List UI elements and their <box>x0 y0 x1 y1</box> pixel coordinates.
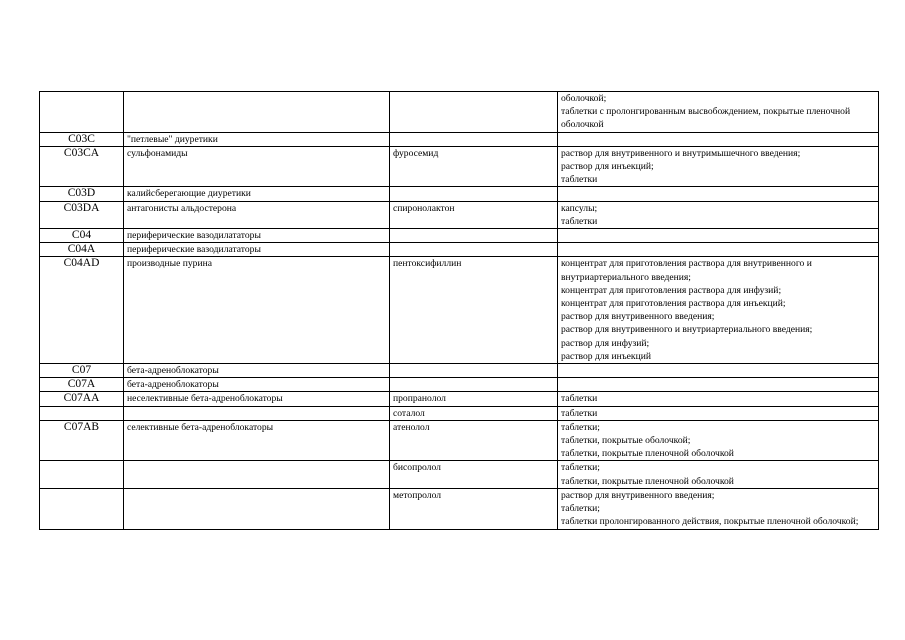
atc-code-cell <box>40 406 124 420</box>
table-row <box>40 488 879 529</box>
table-row <box>40 378 879 392</box>
atc-code-cell: C07A <box>40 378 124 392</box>
group-name-cell: селективные бета-адреноблокаторы <box>124 420 390 461</box>
drug-name-cell: пропранолол <box>390 392 558 406</box>
drug-name-cell <box>390 229 558 243</box>
drug-name-cell <box>390 92 558 133</box>
table-row <box>40 187 879 201</box>
group-name-cell: неселективные бета-адреноблокаторы <box>124 392 390 406</box>
atc-code-cell: C03DA <box>40 201 124 228</box>
drug-name-cell: бисопролол <box>390 461 558 488</box>
group-name-cell <box>124 461 390 488</box>
drug-name-cell <box>390 243 558 257</box>
group-name-cell <box>124 406 390 420</box>
atc-code-cell: C03CA <box>40 146 124 187</box>
atc-code-cell: C03C <box>40 132 124 146</box>
drug-name-cell <box>390 187 558 201</box>
drug-name-cell <box>390 132 558 146</box>
drug-name-cell: соталол <box>390 406 558 420</box>
dosage-forms-cell: таблетки <box>558 392 879 406</box>
table-row <box>40 146 879 187</box>
table-row <box>40 201 879 228</box>
drug-name-cell: атенолол <box>390 420 558 461</box>
group-name-cell <box>124 92 390 133</box>
dosage-forms-cell: раствор для внутривенного введения; таблетки; таблетки пролонгированного действия, покрытые пленочной оболочкой; <box>558 488 879 529</box>
table-row <box>40 257 879 364</box>
dosage-forms-cell <box>558 229 879 243</box>
drug-name-cell: пентоксифиллин <box>390 257 558 364</box>
dosage-forms-cell: таблетки; таблетки, покрытые оболочкой; таблетки, покрытые пленочной оболочкой <box>558 420 879 461</box>
dosage-forms-cell: раствор для внутривенного и внутримышечного введения; раствор для инъекций; таблетки <box>558 146 879 187</box>
dosage-forms-cell <box>558 132 879 146</box>
atc-code-cell: C04AD <box>40 257 124 364</box>
dosage-forms-cell: оболочкой; таблетки с пролонгированным высвобождением, покрытые пленочной оболочкой <box>558 92 879 133</box>
table-row <box>40 392 879 406</box>
atc-code-cell: C07AB <box>40 420 124 461</box>
table-row <box>40 229 879 243</box>
dosage-forms-cell: таблетки <box>558 406 879 420</box>
group-name-cell: сульфонамиды <box>124 146 390 187</box>
group-name-cell: калийсберегающие диуретики <box>124 187 390 201</box>
table-row <box>40 461 879 488</box>
atc-code-cell: C07 <box>40 364 124 378</box>
group-name-cell: бета-адреноблокаторы <box>124 364 390 378</box>
group-name-cell: антагонисты альдостерона <box>124 201 390 228</box>
group-name-cell: производные пурина <box>124 257 390 364</box>
group-name-cell: периферические вазодилататоры <box>124 229 390 243</box>
atc-code-cell: C04 <box>40 229 124 243</box>
table-row <box>40 420 879 461</box>
drug-name-cell <box>390 364 558 378</box>
table-row <box>40 406 879 420</box>
table-row <box>40 364 879 378</box>
atc-code-cell <box>40 488 124 529</box>
atc-code-cell <box>40 92 124 133</box>
drug-name-cell: спиронолактон <box>390 201 558 228</box>
dosage-forms-cell: концентрат для приготовления раствора для внутривенного и внутриартериального введения; концентрат для приготовления раствора для инфузий; концентрат для приготовления раствора для инъекций; раствор для внутривенного введения; раствор для внутривенного и внутриартериального введения; раствор для инфузий; раствор для инъекций <box>558 257 879 364</box>
atc-code-cell <box>40 461 124 488</box>
drug-name-cell: фуросемид <box>390 146 558 187</box>
table-row <box>40 92 879 133</box>
dosage-forms-cell: капсулы; таблетки <box>558 201 879 228</box>
dosage-forms-cell <box>558 378 879 392</box>
atc-code-cell: C07AA <box>40 392 124 406</box>
drug-name-cell <box>390 378 558 392</box>
table-row <box>40 243 879 257</box>
group-name-cell: бета-адреноблокаторы <box>124 378 390 392</box>
dosage-forms-cell: таблетки; таблетки, покрытые пленочной оболочкой <box>558 461 879 488</box>
atc-code-cell: C04A <box>40 243 124 257</box>
drug-name-cell: метопролол <box>390 488 558 529</box>
group-name-cell <box>124 488 390 529</box>
dosage-forms-cell <box>558 243 879 257</box>
dosage-forms-cell <box>558 364 879 378</box>
drug-classification-table <box>39 91 879 530</box>
table-row <box>40 132 879 146</box>
group-name-cell: "петлевые" диуретики <box>124 132 390 146</box>
group-name-cell: периферические вазодилататоры <box>124 243 390 257</box>
dosage-forms-cell <box>558 187 879 201</box>
atc-code-cell: C03D <box>40 187 124 201</box>
